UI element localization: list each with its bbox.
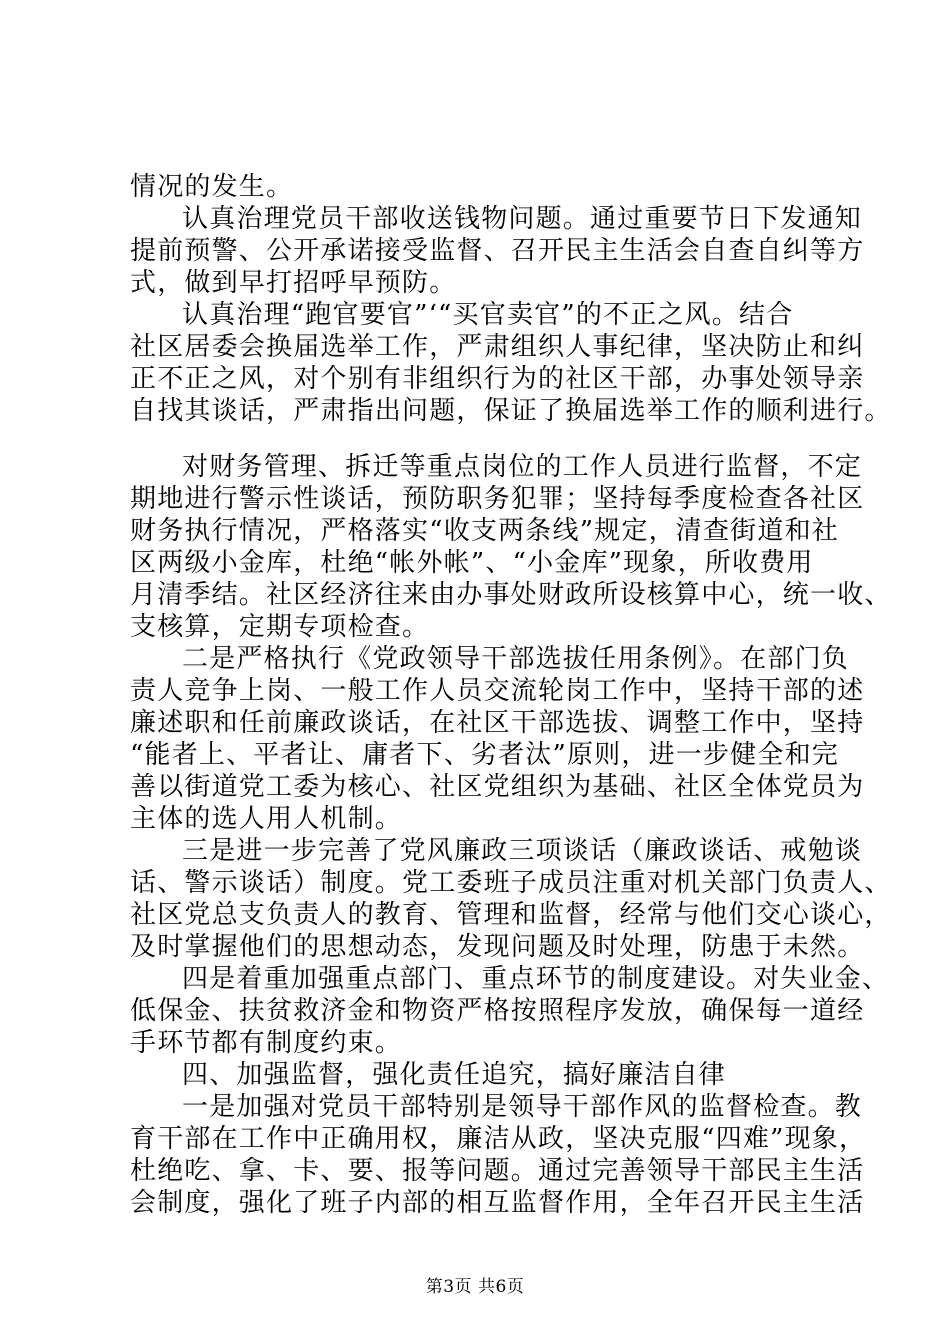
text-line: 社区党总支负责人的教育、管理和监督，经常与他们交心谈心， xyxy=(130,900,892,930)
text-line: 一是加强对党员干部特别是领导干部作风的监督检查。教 xyxy=(182,1092,863,1122)
text-line: 区两级小金库，杜绝“帐外帐”、“小金库”现象，所收费用 xyxy=(130,548,814,578)
text-line: 情况的发生。 xyxy=(130,172,294,202)
text-line: 财务执行情况，严格落实“收支两条线”规定，清查街道和社 xyxy=(130,516,839,546)
text-line: 式，做到早打招呼早预防。 xyxy=(130,268,457,298)
text-line: 正不正之风，对个别有非组织行为的社区干部，办事处领导亲 xyxy=(130,364,865,394)
text-line: 支核算，定期专项检查。 xyxy=(130,612,430,642)
text-line: “能者上、平者让、庸者下、劣者汰”原则，进一步健全和完 xyxy=(130,740,839,770)
text-line: 低保金、扶贫救济金和物资严格按照程序发放，确保每一道经 xyxy=(130,996,865,1026)
text-line: 主体的选人用人机制。 xyxy=(130,804,403,834)
text-line: 善以街道党工委为核心、社区党组织为基础、社区全体党员为 xyxy=(130,772,865,802)
text-line: 责人竞争上岗、一般工作人员交流轮岗工作中，坚持干部的述 xyxy=(130,676,865,706)
text-line: 认真治理党员干部收送钱物问题。通过重要节日下发通知 xyxy=(182,204,863,234)
text-line: 手环节都有制度约束。 xyxy=(130,1028,403,1058)
text-line: 四是着重加强重点部门、重点环节的制度建设。对失业金、 xyxy=(182,964,890,994)
text-line: 廉述职和任前廉政谈话，在社区干部选拔、调整工作中，坚持 xyxy=(130,708,865,738)
text-line: 及时掌握他们的思想动态，发现问题及时处理，防患于未然。 xyxy=(130,932,865,962)
section-heading: 四、加强监督，强化责任追究，搞好廉洁自律 xyxy=(182,1060,727,1090)
text-line: 认真治理“跑官要官”‘“买官卖官”的不正之风。结合 xyxy=(182,300,794,330)
text-line: 自找其谈话，严肃指出问题，保证了换届选举工作的顺利进行。 xyxy=(130,396,892,426)
text-line: 二是严格执行《党政领导干部选拔任用条例》。在部门负 xyxy=(182,644,850,674)
text-line: 育干部在工作中正确用权，廉洁从政，坚决克服“四难”现象， xyxy=(130,1124,867,1154)
text-line: 三是进一步完善了党风廉政三项谈话（廉政谈话、戒勉谈 xyxy=(182,836,863,866)
text-line: 杜绝吃、拿、卡、要、报等问题。通过完善领导干部民主生活 xyxy=(130,1156,865,1186)
text-line: 话、警示谈话）制度。党工委班子成员注重对机关部门负责人、 xyxy=(130,868,892,898)
page-number: 第3页 共6页 xyxy=(425,1277,525,1297)
text-line: 对财务管理、拆迁等重点岗位的工作人员进行监督，不定 xyxy=(182,452,863,482)
text-line: 社区居委会换届选举工作，严肃组织人事纪律，坚决防止和纠 xyxy=(130,332,865,362)
text-line: 提前预警、公开承诺接受监督、召开民主生活会自查自纠等方 xyxy=(130,236,865,266)
text-line: 期地进行警示性谈话，预防职务犯罪；坚持每季度检查各社区 xyxy=(130,484,865,514)
text-line: 月清季结。社区经济往来由办事处财政所设核算中心，统一收、 xyxy=(130,580,892,610)
text-line: 会制度，强化了班子内部的相互监督作用，全年召开民主生活 xyxy=(130,1188,865,1218)
